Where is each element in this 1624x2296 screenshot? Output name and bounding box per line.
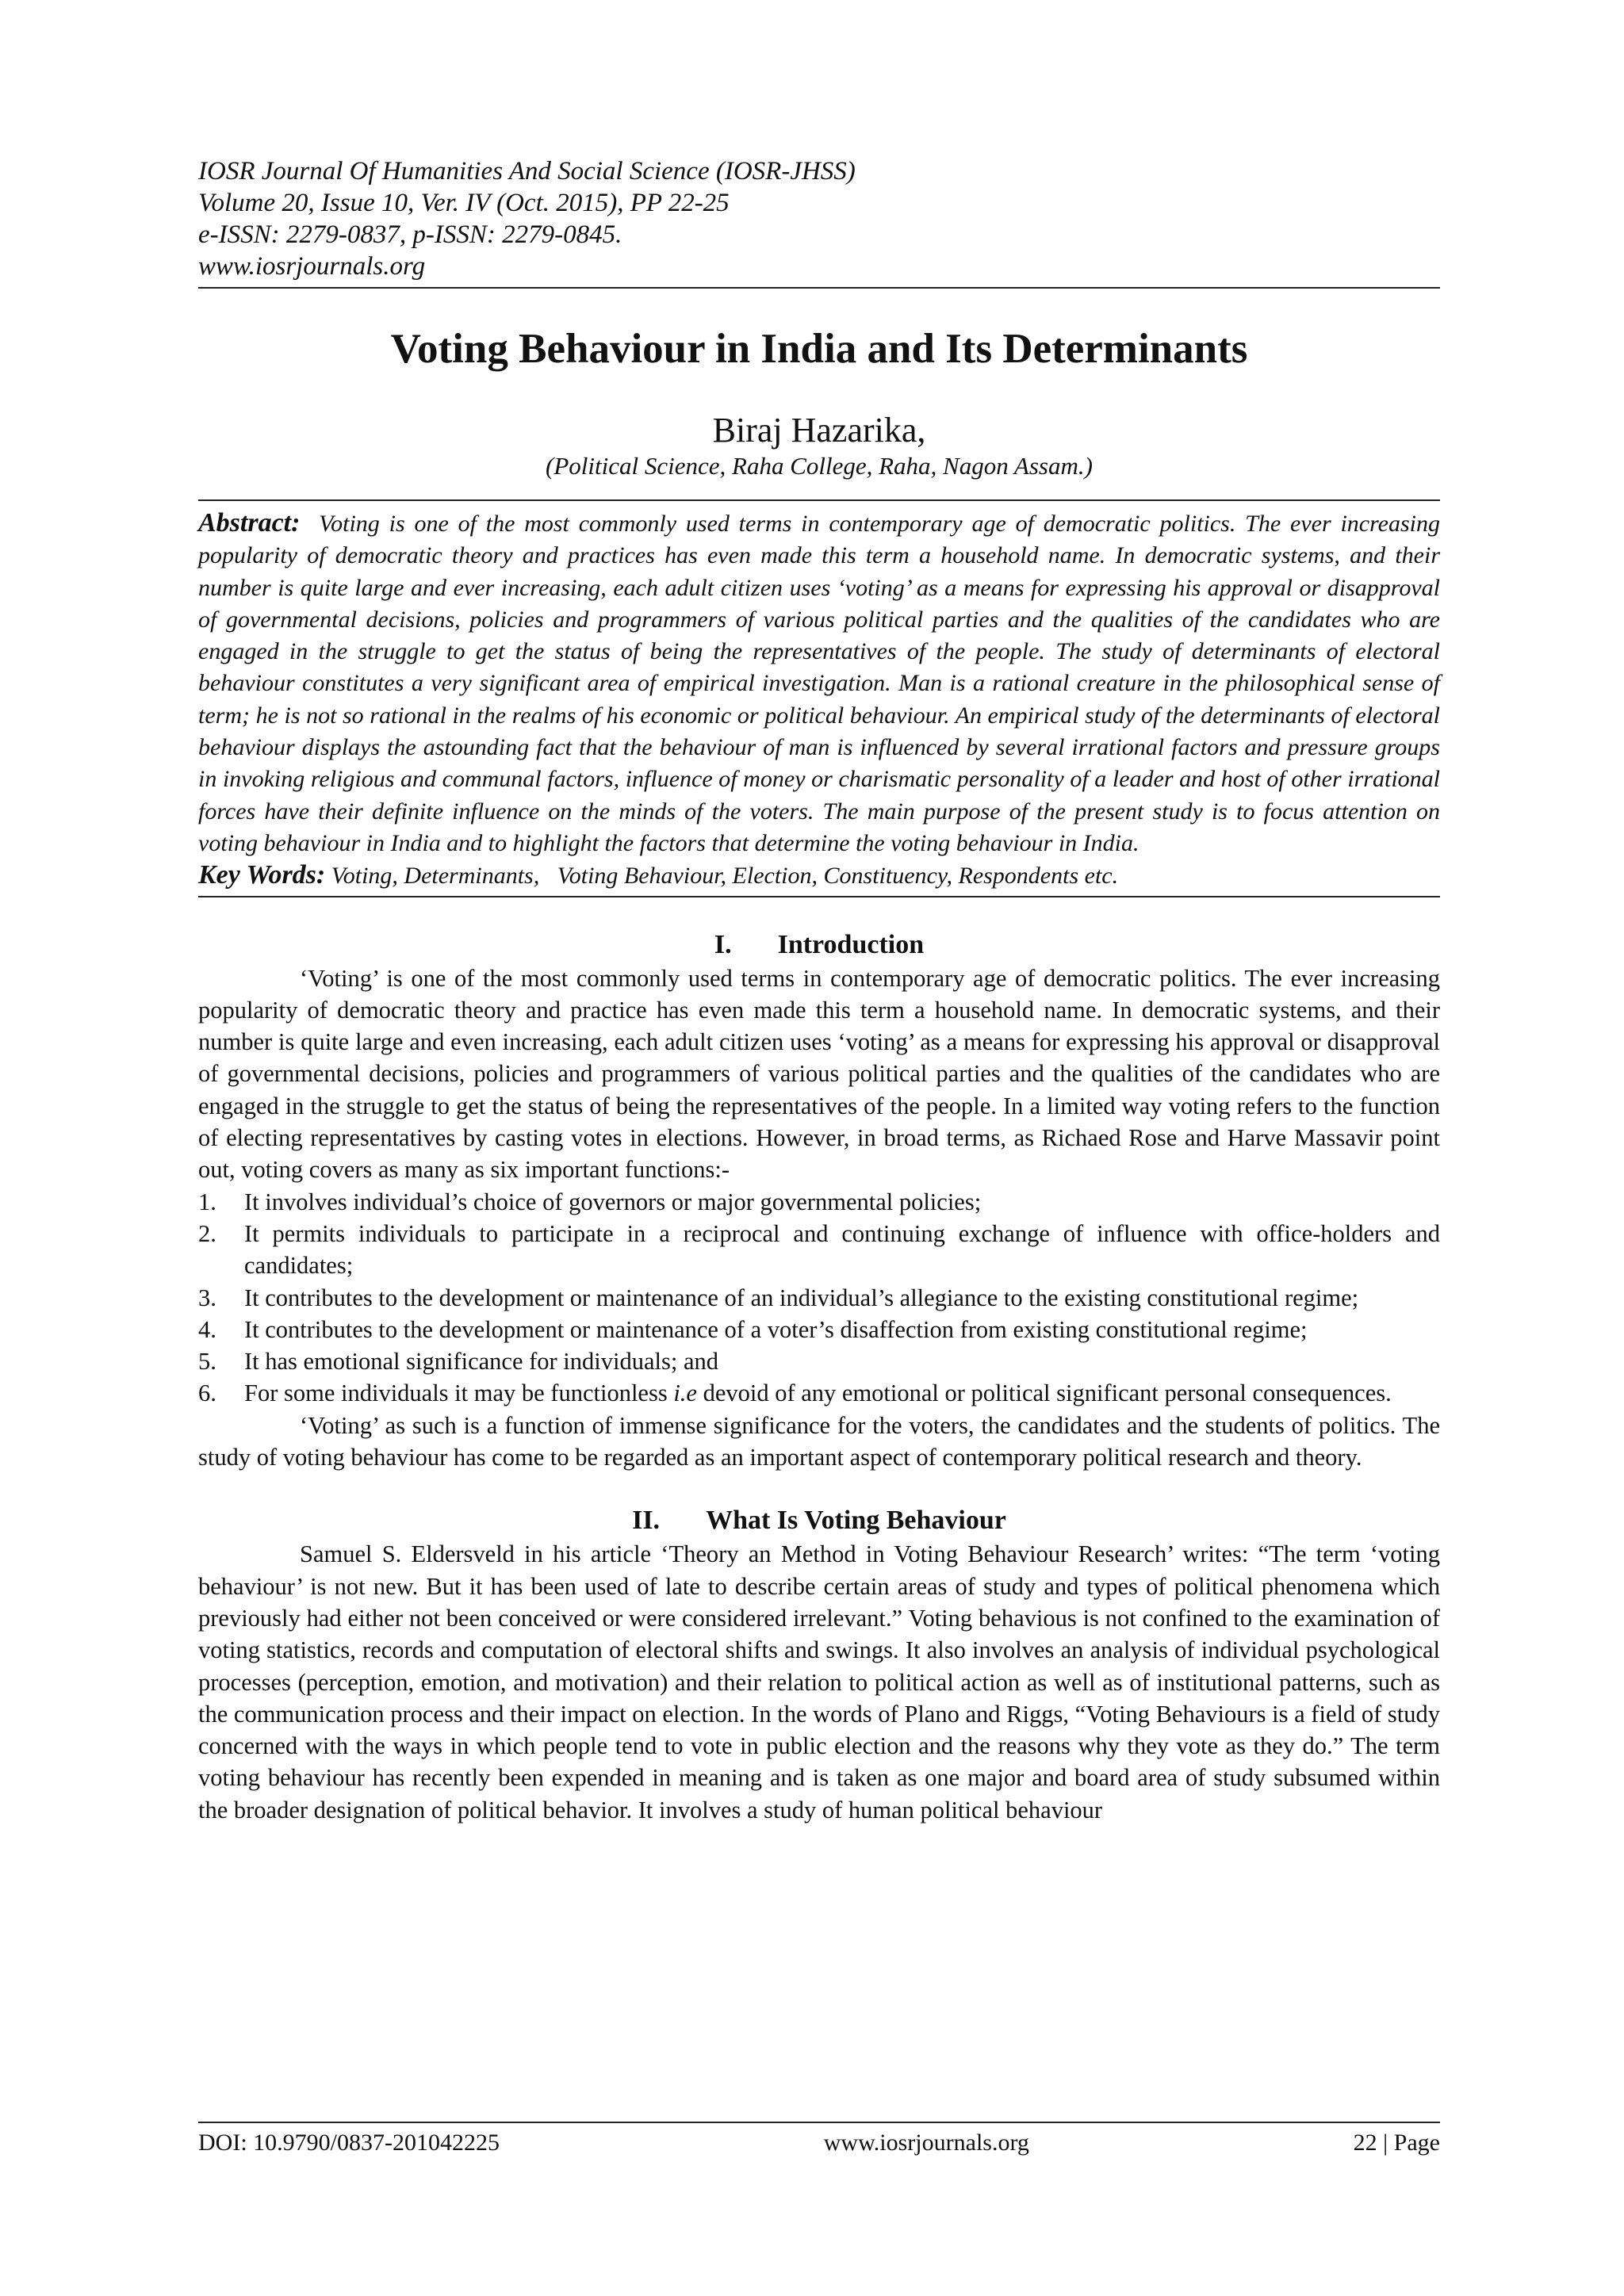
abstract-label: Abstract [198, 508, 292, 538]
author-name: Biraj Hazarika, [712, 411, 926, 450]
list-text: It has emotional significance for individuals; and [244, 1348, 718, 1376]
introduction-paragraph-2: ‘Voting’ as such is a function of immense significance for the voters, the candidates and the students of politics. The study of voting behaviour has come to be regarded as an important aspect of contemporary political research and theory. [198, 1411, 1440, 1471]
abstract-paragraph [198, 507, 1440, 859]
list-text: It contributes to the development or maintenance of a voter’s disaffection from existing constitutional regime; [244, 1315, 1308, 1343]
list-number: 4. [198, 1315, 216, 1343]
list-number: 1. [198, 1188, 216, 1215]
paper-title: Voting Behaviour in India and Its Determinants [390, 326, 1248, 372]
footer-website[interactable]: www.iosrjournals.org [823, 2130, 1029, 2156]
keywords-text: Voting, Determinants, Voting Behaviour, Election, Constituency, Respondents etc. [331, 863, 1119, 890]
list-text: It involves individual’s choice of governors or major governmental policies; [244, 1188, 982, 1215]
introduction-body [198, 962, 1440, 1474]
page-footer [198, 2122, 1440, 2158]
author-affiliation: (Political Science, Raha College, Raha, Nagon Assam.) [546, 452, 1093, 480]
list-item [198, 1314, 1440, 1345]
list-item [198, 1345, 1440, 1377]
section-heading-what-is-voting-behaviour [198, 1503, 1440, 1538]
list-item [198, 1377, 1440, 1409]
list-text: It permits individuals to participate in a reciprocal and continuing exchange of influence with office-holders and candidates; [244, 1219, 1440, 1280]
list-item [198, 1218, 1440, 1282]
list-text: For some individuals it may be functionless [244, 1380, 674, 1407]
list-text: devoid of any emotional or political significant personal consequences. [696, 1380, 1392, 1407]
introduction-paragraph-1: ‘Voting’ is one of the most commonly used terms in contemporary age of democratic politics. The ever increasing popularity of democratic theory and practice has even made this term a household name. In democratic systems, and their number is quite large and even increasing, each adult citizen uses ‘voting’ as a means for expressing his approval or disapproval of governmental decisions, policies and programmers of various political parties and the qualities of the candidates who are engaged in the struggle to get the status of being the representatives of the people. In a limited way voting refers to the function of electing representatives by casting votes in elections. However, in broad terms, as Richaed Rose and Harve Massavir point out, voting covers as many as six important functions:- [198, 964, 1440, 1184]
list-number: 5. [198, 1348, 216, 1376]
list-number: 2. [198, 1219, 216, 1247]
list-text: It contributes to the development or maintenance of an individual’s allegiance to the existing constitutional regime; [244, 1284, 1359, 1311]
list-text-italic: i.e [673, 1380, 697, 1407]
list-item [198, 1186, 1440, 1218]
journal-url[interactable]: www.iosrjournals.org [198, 252, 426, 281]
footer-page-number: 22 | Page [1353, 2130, 1440, 2156]
keywords-label: Key Words [198, 860, 316, 890]
footer-doi: DOI: 10.9790/0837-201042225 [198, 2130, 500, 2156]
journal-header [198, 155, 1440, 289]
section-number: I. [714, 929, 732, 959]
section-title: Introduction [777, 929, 925, 959]
keywords-line [198, 859, 1440, 892]
keywords-colon: : [316, 860, 326, 890]
section2-paragraph-1: Samuel S. Eldersveld in his article ‘Theory an Method in Voting Behaviour Research’ writes: “The term ‘voting behaviour’ is not new. But it has been used of late to describe certain areas of study and types of political phenomena which previously had either not been conceived or were considered irrelevant.” Voting behavious is not confined to the examination of voting statistics, records and computation of electoral shifts and swings. It also involves an analysis of individual psychological processes (perception, emotion, and motivation) and their relation to political action as well as of institutional patterns, such as the communication process and their impact on election. In the words of Plano and Riggs, “Voting Behaviours is a field of study concerned with the ways in which people tend to vote in public election and the reasons why they vote as they do.” The term voting behaviour has recently been expended in meaning and is taken as one major and board area of study subsumed within the broader designation of political behavior. It involves a study of human political behaviour [198, 1540, 1440, 1823]
journal-name: IOSR Journal Of Humanities And Social Science (IOSR-JHSS) [198, 157, 856, 186]
abstract-text: Voting is one of the most commonly used terms in contemporary age of democratic politics. The ever increasing popularity of democratic theory and practices has even made this term a household name. In democratic systems, and their number is quite large and ever increasing, each adult citizen uses ‘voting’ as a means for expressing his approval or disapproval of governmental decisions, policies and programmers of various political parties and the qualities of the candidates who are engaged in the struggle to get the status of being the representatives of the people. The study of determinants of electoral behaviour constitutes a very significant area of empirical investigation. Man is a rational creature in the philosophical sense of term; he is not so rational in the realms of his economic or political behaviour. An empirical study of the determinants of electoral behaviour displays the astounding fact that the behaviour of man is influenced by several irrational factors and pressure groups in invoking religious and communal factors, influence of money or charismatic personality of a leader and host of other irrational forces have their definite influence on the minds of the voters. The main purpose of the present study is to focus attention on voting behaviour in India and to highlight the factors that determine the voting behaviour in India. [198, 511, 1440, 856]
list-number: 6. [198, 1380, 216, 1407]
abstract-colon: : [291, 508, 301, 538]
voting-functions-list [198, 1186, 1440, 1410]
abstract-block [198, 499, 1440, 897]
section2-body [198, 1538, 1440, 1826]
section-title: What Is Voting Behaviour [706, 1506, 1006, 1536]
list-number: 3. [198, 1284, 216, 1311]
journal-issn: e-ISSN: 2279-0837, p-ISSN: 2279-0845. [198, 220, 622, 249]
section-number: II. [632, 1506, 661, 1536]
journal-volume: Volume 20, Issue 10, Ver. IV (Oct. 2015), PP 22-25 [198, 189, 730, 217]
section-heading-introduction [198, 928, 1440, 962]
list-item [198, 1282, 1440, 1314]
